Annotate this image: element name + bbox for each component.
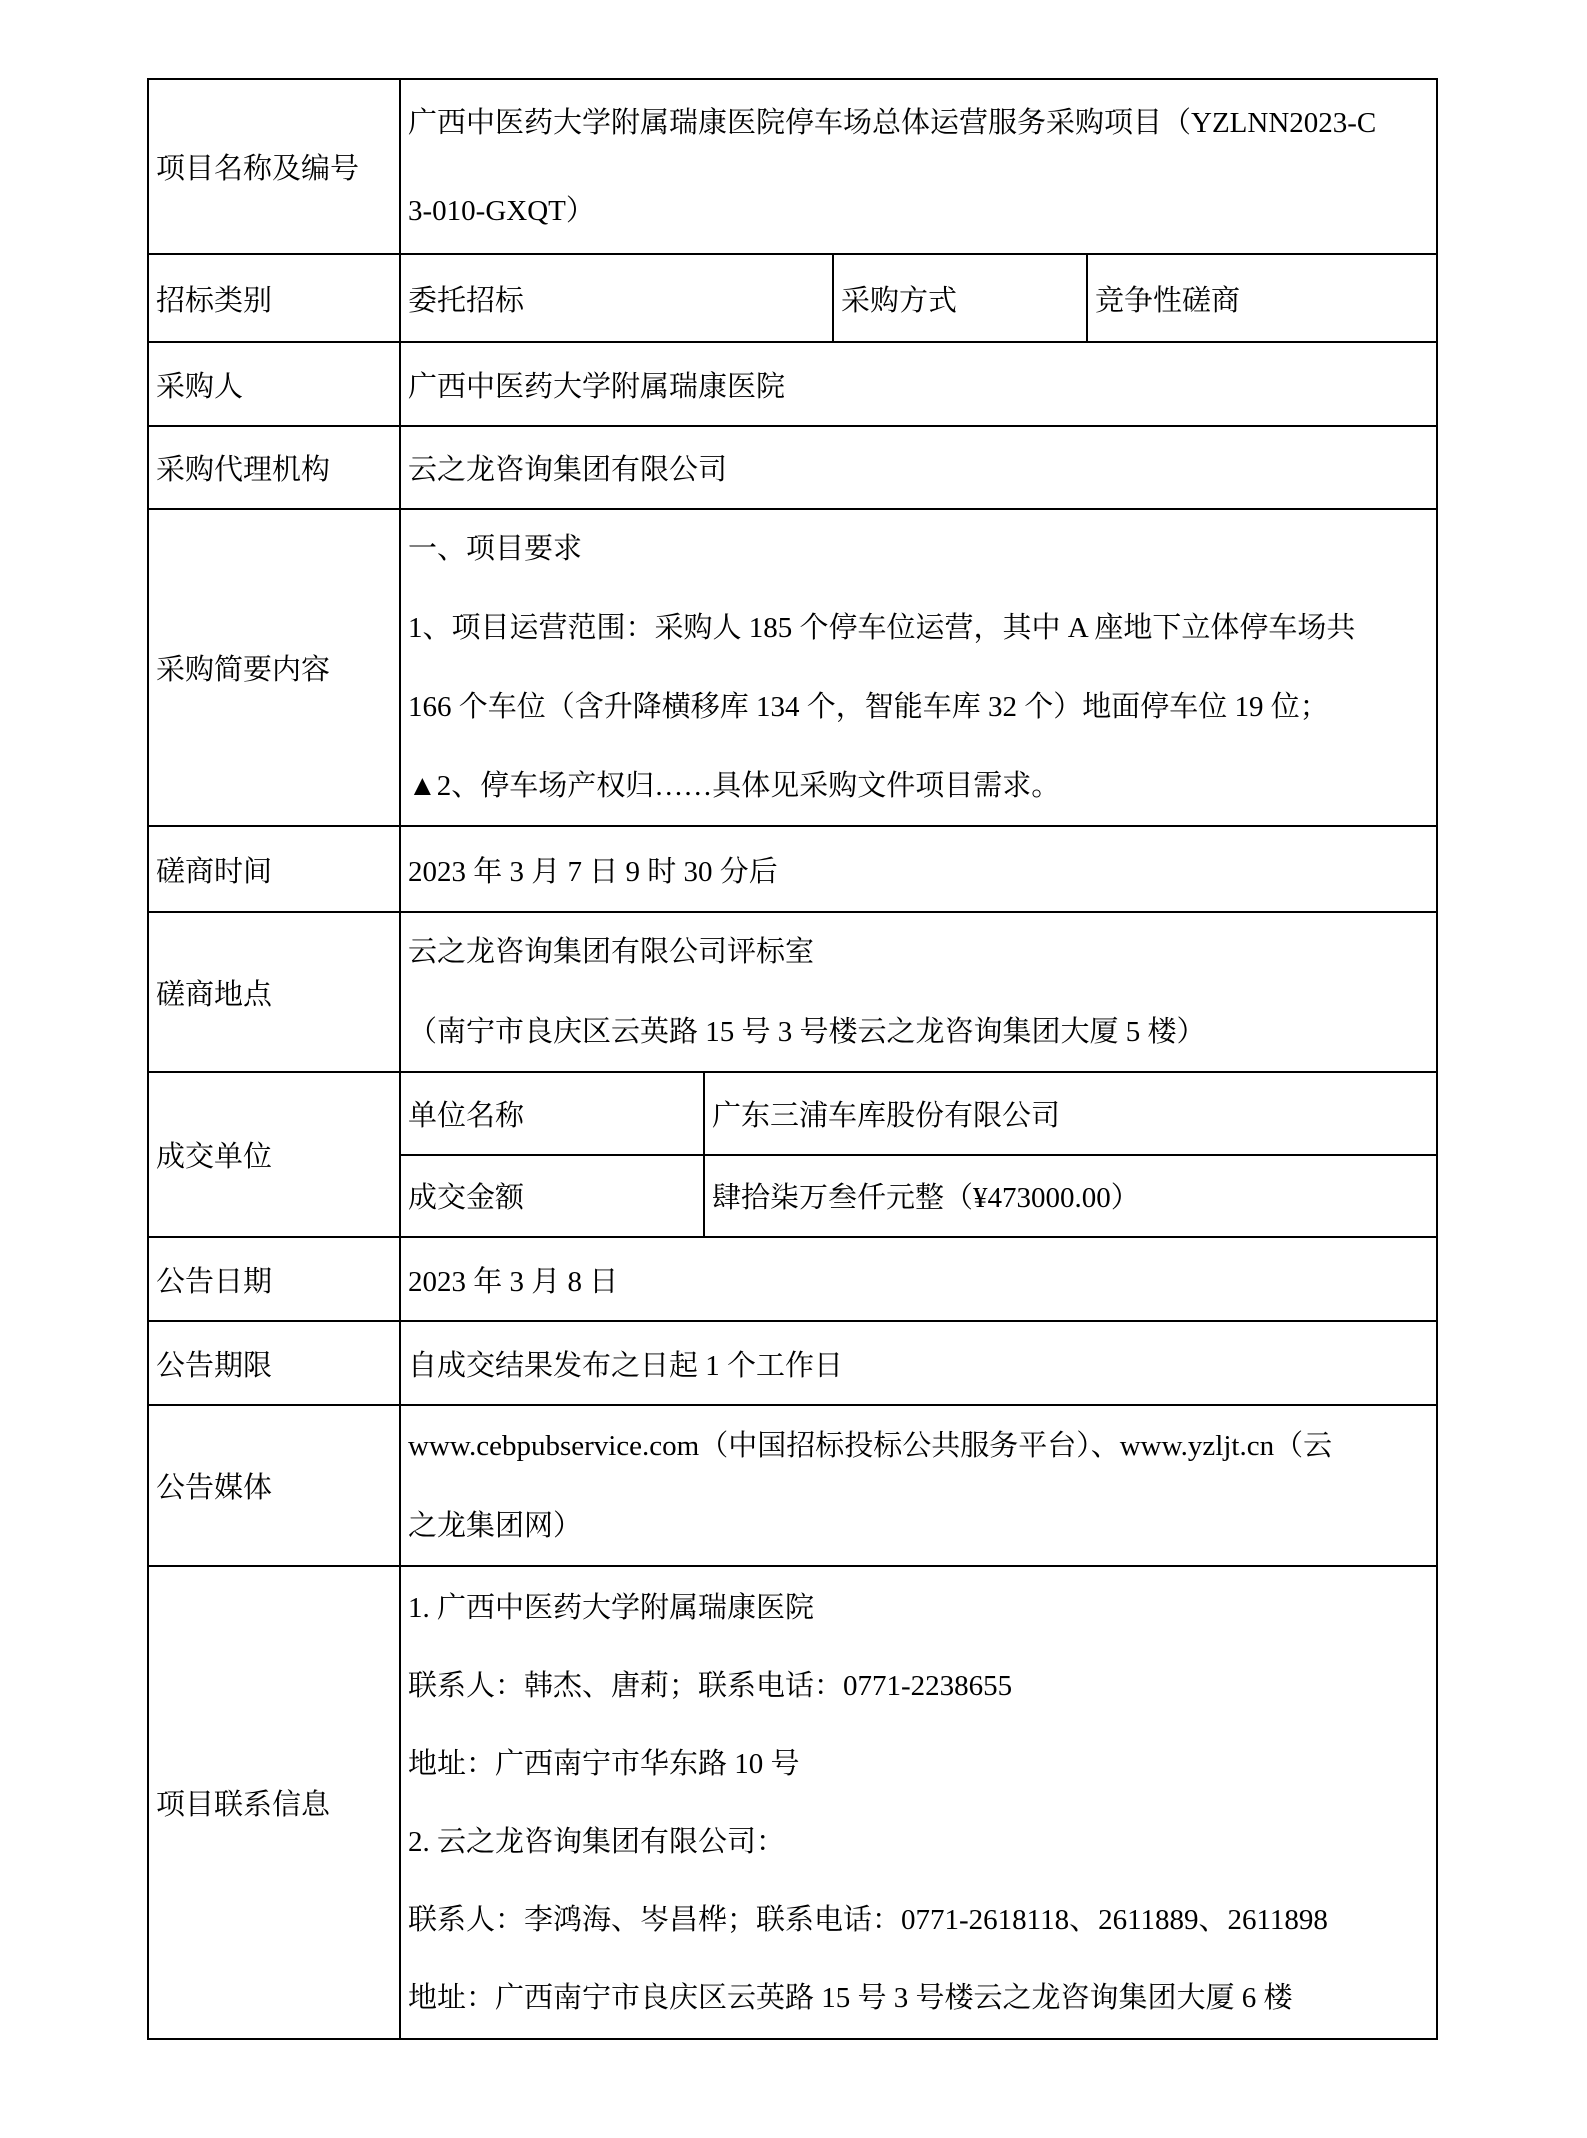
project-name-label: 项目名称及编号 [149, 80, 401, 253]
summary-value: 一、项目要求 1、项目运营范围：采购人 185 个停车位运营，其中 A 座地下立体停车场共 166 个车位（含升降横移库 134 个，智能车库 32 个）地面停车位 19 位； ▲2、停车场产权归……具体见采购文件项目需求。 [408, 532, 1356, 802]
row-purchaser [149, 343, 1436, 427]
awarded-unit-label: 成交单位 [149, 1073, 401, 1236]
unit-name-value: 广东三浦车库股份有限公司 [712, 1099, 1061, 1132]
row-awarded-unit [149, 1073, 1436, 1238]
row-contact-info [149, 1567, 1436, 2038]
row-negotiation-time [149, 827, 1436, 913]
contact-info-value: 1. 广西中医药大学附属瑞康医院 联系人：韩杰、唐莉；联系电话：0771-2238655 地址：广西南宁市华东路 10 号 2. 云之龙咨询集团有限公司： 联系人：李鸿海、岑昌桦；联系电话：0771-2618118、2611889、2611898 地址：广西南宁市良庆区云英路 15 号 3 号楼云之龙咨询集团大厦 6 楼 [408, 1591, 1328, 2014]
announce-period-value: 自成交结果发布之日起 1 个工作日 [408, 1349, 844, 1382]
project-name-value: 广西中医药大学附属瑞康医院停车场总体运营服务采购项目（YZLNN2023-C 3-010-GXQT） [408, 106, 1377, 227]
agency-label: 采购代理机构 [149, 427, 401, 508]
awarded-unit-subtable [401, 1073, 1436, 1236]
row-summary [149, 510, 1436, 827]
tender-category-label: 招标类别 [149, 255, 401, 341]
amount-value: 肆拾柒万叁仟元整（¥473000.00） [712, 1182, 1140, 1215]
announce-media-label: 公告媒体 [149, 1406, 401, 1565]
procurement-method-value: 竞争性磋商 [1095, 284, 1241, 317]
announce-period-label: 公告期限 [149, 1322, 401, 1404]
tender-category-value: 委托招标 [401, 255, 834, 341]
announce-media-value: www.cebpubservice.com（中国招标投标公共服务平台）、www.yzljt.cn（云 之龙集团网） [408, 1429, 1333, 1542]
row-agency [149, 427, 1436, 510]
unit-name-label: 单位名称 [401, 1073, 705, 1154]
row-announce-date [149, 1238, 1436, 1322]
procurement-result-table [147, 78, 1438, 2040]
announce-date-value: 2023 年 3 月 8 日 [408, 1265, 619, 1298]
procurement-method-label: 采购方式 [834, 255, 1088, 341]
row-announce-media [149, 1406, 1436, 1567]
negotiation-time-value: 2023 年 3 月 7 日 9 时 30 分后 [408, 855, 778, 888]
row-project-name [149, 80, 1436, 255]
row-tender-category [149, 255, 1436, 343]
row-announce-period [149, 1322, 1436, 1406]
awarded-unit-name-row [401, 1073, 1436, 1156]
purchaser-value: 广西中医药大学附属瑞康医院 [408, 370, 786, 403]
purchaser-label: 采购人 [149, 343, 401, 425]
announce-date-label: 公告日期 [149, 1238, 401, 1320]
row-negotiation-place [149, 913, 1436, 1073]
contact-info-label: 项目联系信息 [149, 1567, 401, 2038]
negotiation-place-value: 云之龙咨询集团有限公司评标室 （南宁市良庆区云英路 15 号 3 号楼云之龙咨询集团大厦 5 楼） [408, 936, 1206, 1048]
summary-label: 采购简要内容 [149, 510, 401, 825]
negotiation-place-label: 磋商地点 [149, 913, 401, 1071]
agency-value: 云之龙咨询集团有限公司 [408, 454, 728, 486]
negotiation-time-label: 磋商时间 [149, 827, 401, 911]
amount-label: 成交金额 [401, 1156, 705, 1237]
awarded-amount-row [401, 1156, 1436, 1237]
